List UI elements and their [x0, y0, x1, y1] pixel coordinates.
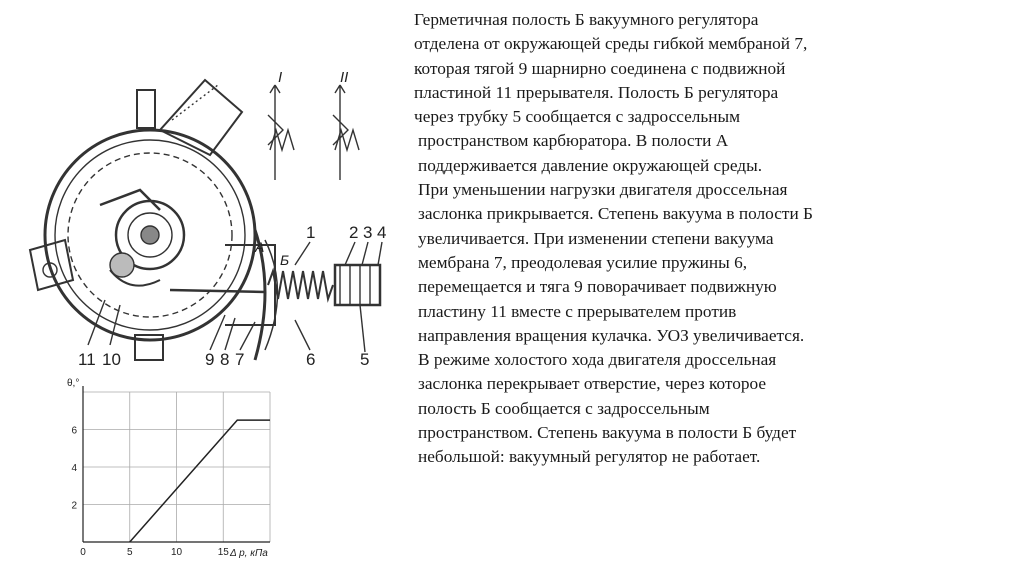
paragraph-line: пластину 11 вместе с прерывателем против [418, 301, 737, 321]
label-10: 10 [102, 350, 121, 369]
x-tick-label: 10 [170, 547, 183, 558]
label-7: 7 [235, 350, 245, 369]
paragraph-line: заслонка прикрывается. Степень вакуума в полости Б [418, 204, 813, 224]
distributor-diagram [10, 60, 415, 380]
label-cavity-a: А [255, 239, 265, 255]
description-paragraph [414, 8, 914, 470]
y-axis-label: θ,° [67, 378, 80, 389]
paragraph-line: которая тягой 9 шарнирно соединена с подвижной [414, 58, 786, 78]
paragraph-line: Герметичная полость Б вакуумного регулятора [414, 10, 759, 29]
label-5: 5 [360, 350, 370, 369]
paragraph-line: При уменьшении нагрузки двигателя дроссельная [418, 180, 788, 200]
label-8: 8 [220, 350, 230, 369]
chart-grid [83, 392, 270, 542]
paragraph-line: заслонка перекрывает отверстие, через которое [418, 374, 767, 394]
series-line [130, 420, 270, 542]
label-roman-2: II [340, 69, 349, 86]
y-tick-label: 2 [71, 500, 77, 512]
label-4: 4 [377, 223, 387, 242]
y-tick-label: 6 [71, 425, 77, 437]
x-tick-label: 0 [80, 547, 86, 558]
paragraph-line: пространством карбюратора. В полости А [418, 131, 729, 151]
paragraph-line: увеличивается. При изменении степени вакуума [418, 228, 774, 248]
label-6: 6 [306, 350, 316, 369]
paragraph-line: направления вращения кулачка. УОЗ увеличивается. [418, 325, 805, 345]
vacuum-advance-chart [55, 370, 295, 570]
paragraph-line: полость Б сообщается с задроссельным [418, 398, 710, 418]
label-9: 9 [205, 350, 215, 369]
label-cavity-b: Б [280, 252, 290, 268]
paragraph-line: отделена от окружающей среды гибкой мембраной 7, [414, 34, 808, 54]
label-1: 1 [306, 223, 316, 242]
x-axis-label: Δ p, кПа [230, 548, 268, 559]
label-2: 2 [349, 223, 359, 242]
x-tick-label: 5 [126, 547, 133, 558]
paragraph-line: пластиной 11 прерывателя. Полость Б регулятора [414, 82, 779, 102]
paragraph-line: мембрана 7, преодолевая усилие пружины 6, [418, 252, 748, 272]
paragraph-line: пространством. Степень вакуума в полости Б будет [418, 423, 797, 443]
paragraph-line: поддерживается давление окружающей среды. [418, 155, 763, 175]
paragraph-line: перемещается и тяга 9 поворачивает подвижную [418, 277, 777, 297]
paragraph-line: небольшой: вакуумный регулятор не работает. [418, 447, 761, 467]
y-tick-label: 4 [71, 463, 77, 474]
paragraph-line: через трубку 5 сообщается с задроссельным [414, 107, 741, 127]
label-roman-1: I [278, 69, 283, 86]
paragraph-line: В режиме холостого хода двигателя дроссельная [418, 350, 777, 370]
label-3: 3 [363, 223, 373, 242]
label-11: 11 [78, 350, 96, 369]
x-tick-label: 15 [217, 547, 229, 558]
